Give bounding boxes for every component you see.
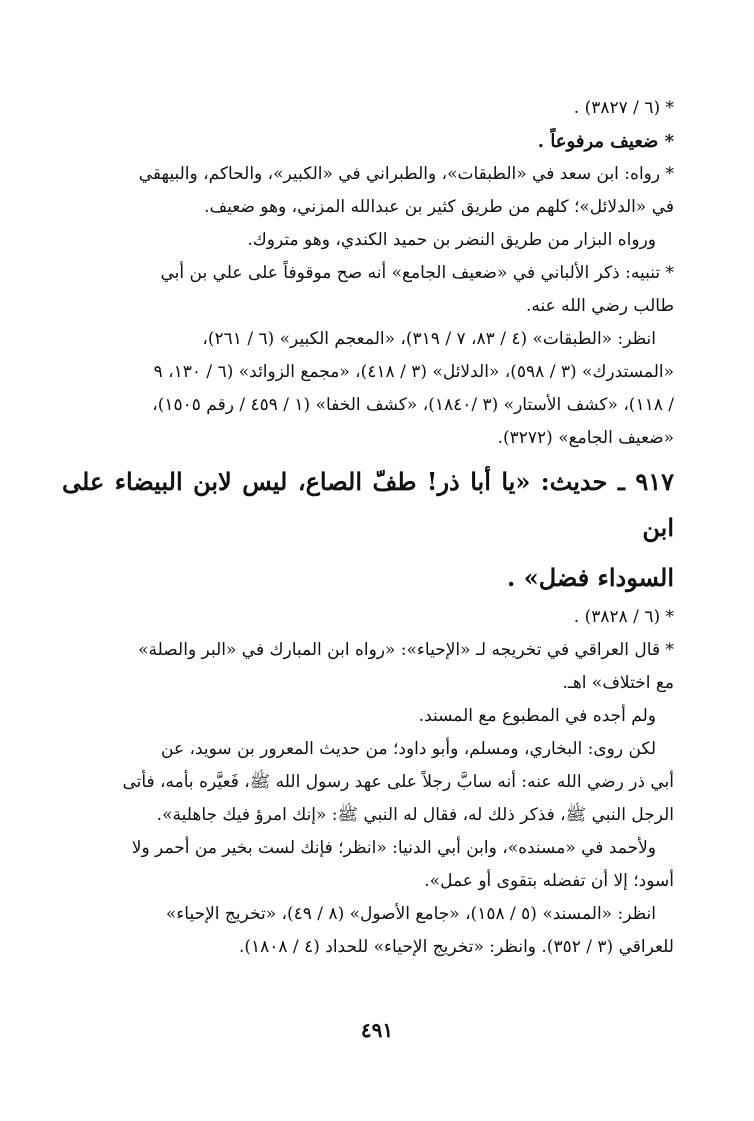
text-line: ولم أجده في المطبوع مع المسند. — [418, 706, 656, 726]
text-line: الرجل النبي ﷺ، فذكر ذلك له، فقال له النبي ﷺ: «إنك امرؤ فيك جاهلية». — [156, 805, 674, 825]
text-line: أسود؛ إلا أن تفضله بتقوى أو عمل». — [424, 871, 674, 891]
text-line: * رواه: ابن سعد في «الطبقات»، والطبراني في «الكبير»، والحاكم، والبيهقي — [138, 164, 674, 184]
text-line: ولأحمد في «مسنده»، وابن أبي الدنيا: «انظر؛ فإنك لست بخير من أحمر ولا — [131, 838, 656, 858]
grading-line: * ضعيف مرفوعاً . — [537, 131, 674, 152]
page-body — [62, 92, 674, 964]
citation-line: انظر: «الطبقات» (٤ / ٨٣، ٧ / ٣١٩)، «المعجم الكبير» (٦ / ٢٦١)، — [202, 329, 656, 349]
text-line: * قال العراقي في تخريجه لـ «الإحياء»: «رواه ابن المبارك في «البر والصلة» — [138, 640, 674, 660]
citation-line: «المستدرك» (٣ / ٥٩٨)، «الدلائل» (٣ / ٤١٨)، «مجمع الزوائد» (٦ / ١٣٠، ٩ — [153, 362, 674, 382]
text-line: أبي ذر رضي الله عنه: أنه سابَّ رجلاً على عهد رسول الله ﷺ، فَعيَّره بأمه، فأتى — [122, 772, 674, 792]
text-line: في «الدلائل»؛ كلهم من طريق كثير بن عبدالله المزني، وهو ضعيف. — [204, 197, 674, 217]
citation-line: للعراقي (٣ / ٣٥٢). وانظر: «تخريج الإحياء» للحداد (٤ / ١٨٠٨). — [238, 937, 674, 957]
reference-line: * (٦ / ٣٨٢٧) . — [573, 98, 674, 118]
citation-line: «ضعيف الجامع» (٣٢٧٢). — [497, 428, 674, 448]
hadith-heading: ٩١٧ ـ حديث: «يا أبا ذر! طفّ الصاع، ليس لابن البيضاء على ابن — [62, 467, 674, 542]
citation-line: انظر: «المسند» (٥ / ١٥٨)، «جامع الأصول» (٨ / ٤٩)، «تخريج الإحياء» — [165, 904, 656, 924]
citation-line: / ١١٨)، «كشف الأستار» (٣ /١٨٤٠)، «كشف الخفا» (١ / ٤٥٩ / رقم ١٥٠٥)، — [152, 395, 674, 415]
note-line: * تنبيه: ذكر الألباني في «ضعيف الجامع» أنه صح موقوفاً على علي بن أبي — [160, 263, 674, 283]
note-line: طالب رضي الله عنه. — [525, 296, 674, 316]
page-number: ٤٩١ — [360, 1018, 394, 1042]
hadith-heading-continued: السوداء فضل» . — [507, 563, 674, 592]
text-line: ورواه البزار من طريق النضر بن حميد الكندي، وهو متروك. — [247, 230, 656, 250]
text-line: لكن روى: البخاري، ومسلم، وأبو داود؛ من حديث المعرور بن سويد، عن — [161, 739, 656, 759]
reference-line: * (٦ / ٣٨٢٨) . — [573, 607, 674, 627]
text-line: مع اختلاف» اهـ. — [562, 673, 674, 693]
